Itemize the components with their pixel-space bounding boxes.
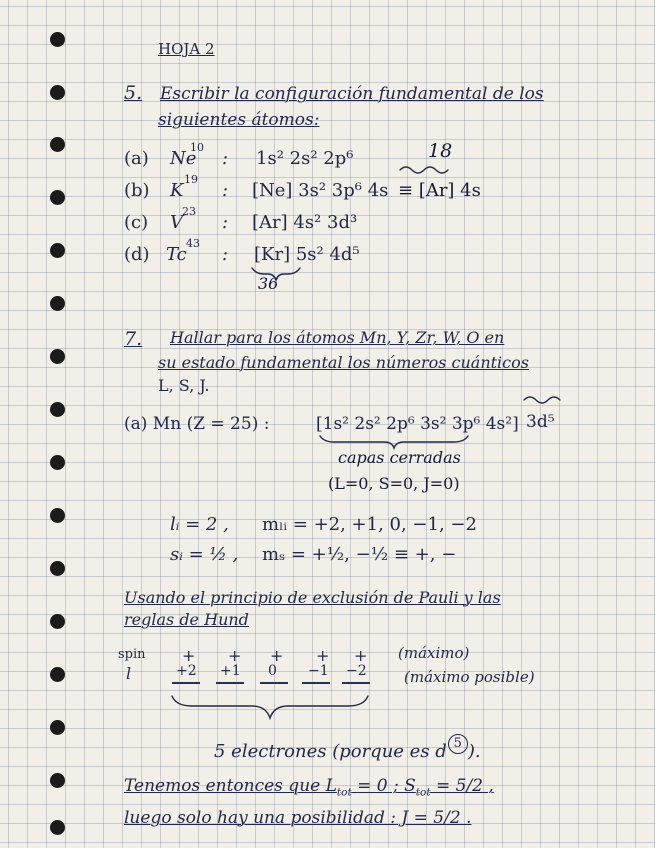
part-a-config: [1s² 2s² 2p⁶ 3s² 3p⁶ 4s²] [316, 414, 519, 434]
circled-five: 5 [448, 734, 468, 754]
item-a-config: 1s² 2s² 2p⁶ [256, 148, 354, 169]
item-a-z: 10 [190, 141, 204, 154]
li-value: lᵢ = 2 , [170, 514, 229, 535]
page-header: HOJA 2 [158, 40, 215, 58]
ml-cell: −1 [308, 663, 329, 679]
spin-cell: + [228, 646, 242, 665]
closed-shells-values: (L=0, S=0, J=0) [328, 474, 460, 493]
note-max: (máximo) [398, 644, 470, 662]
spin-cell: + [182, 646, 196, 665]
exercise-7-prompt-line1: Hallar para los átomos Mn, Y, Zr, W, O en [170, 328, 505, 347]
item-d-symbol: Tc [166, 244, 187, 265]
item-b-label: (b) [124, 180, 150, 201]
item-b-symbol: K [170, 180, 184, 201]
item-b-alt: ≡ [Ar] 4s [398, 180, 481, 201]
closed-shells-label: capas cerradas [338, 448, 461, 467]
item-c-config: [Ar] 4s² 3d³ [252, 212, 358, 233]
wavy-brace-3d [524, 397, 560, 403]
item-b-z: 19 [184, 173, 198, 186]
si-value: sᵢ = ½ , [170, 544, 239, 565]
result-line1: Tenemos entonces que $L_{tot} = 0$ ; $S_{tot} = 5/2$ , [124, 776, 494, 799]
brace-d [252, 268, 300, 280]
spin-cell: + [316, 646, 330, 665]
spin-cell: + [354, 646, 368, 665]
mli-values: mₗᵢ = +2, +1, 0, −1, −2 [262, 514, 477, 535]
part-a-label: (a) Mn (Z = 25) : [124, 414, 270, 434]
item-d-z: 43 [186, 237, 200, 250]
item-d-label: (d) [124, 244, 150, 265]
item-a-symbol: Ne [170, 148, 197, 169]
item-c-label: (c) [124, 212, 149, 233]
colon: : [222, 148, 229, 169]
colon: : [222, 212, 229, 233]
exercise-7-prompt-line2: su estado fundamental los números cuánticos [158, 353, 529, 372]
exercise-5-prompt-line1: Escribir la configuración fundamental de los [160, 84, 544, 104]
electrons-count: 5 electrones (porque es d 5 ). [214, 736, 481, 762]
item-a-label: (a) [124, 148, 149, 169]
exercise-7-number: 7. [124, 328, 143, 350]
item-b-config: [Ne] 3s² 3p⁶ 4s [252, 180, 389, 201]
ml-cell: +1 [220, 663, 241, 679]
ml-cell: 0 [268, 663, 277, 679]
item-c-symbol: V [170, 212, 183, 233]
pauli-line2: reglas de Hund [124, 610, 249, 629]
item-b-note: 18 [428, 140, 453, 162]
colon: : [222, 244, 229, 265]
exercise-5-number: 5. [124, 82, 143, 104]
wavy-brace-b [400, 167, 448, 173]
brace-orbitals [172, 696, 368, 718]
msi-values: mₛ = +½, −½ ≡ +, − [262, 544, 457, 565]
note-max-possible: (máximo posible) [404, 668, 535, 686]
brace-closed-shells [320, 436, 468, 448]
ml-cell: +2 [176, 663, 197, 679]
item-d-config: [Kr] 5s² 4d⁵ [254, 244, 360, 265]
l-row-label: l [126, 664, 132, 683]
item-d-brace-note: 36 [258, 274, 279, 293]
result-line2: luego solo hay una posibilidad : J = 5/2 . [124, 808, 472, 828]
pauli-line1: Usando el principio de exclusión de Pauli y las [124, 588, 501, 607]
ml-cell: −2 [346, 663, 367, 679]
item-c-z: 23 [182, 205, 196, 218]
spin-cell: + [270, 646, 284, 665]
colon: : [222, 180, 229, 201]
exercise-5-prompt-line2: siguientes átomos: [158, 110, 320, 130]
spin-row-label: spin [118, 647, 146, 662]
part-a-config-tail: 3d⁵ [526, 412, 555, 432]
exercise-7-prompt-line3: L, S, J. [158, 376, 210, 395]
